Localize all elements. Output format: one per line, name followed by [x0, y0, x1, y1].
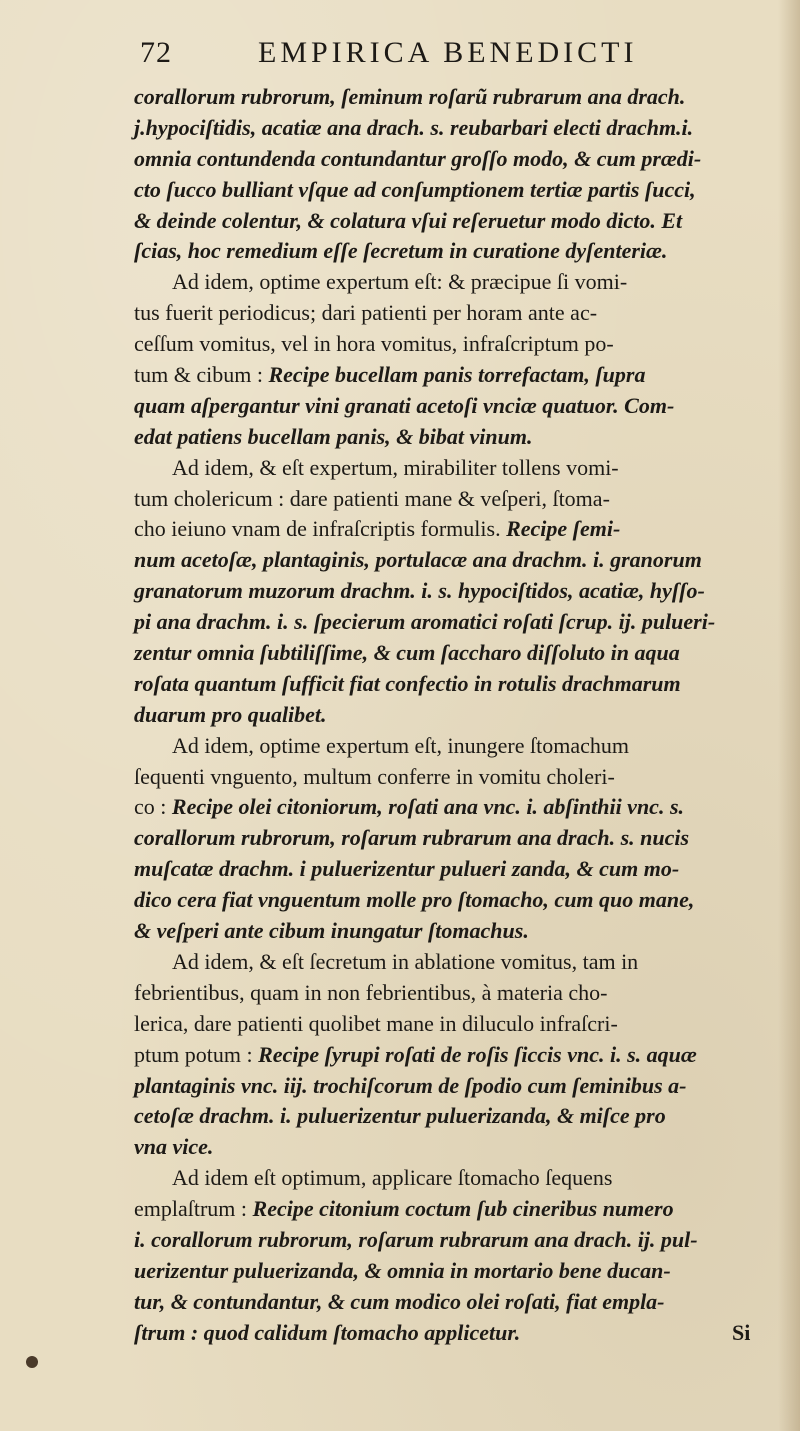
text-line: vna vice.: [134, 1134, 214, 1160]
text-line: Ad idem, & eſt expertum, mirabiliter tollens vomi-: [172, 454, 619, 480]
text-line: & deinde colentur, & colatura vſui reſeruetur modo dicto. Et: [134, 207, 683, 233]
text-line: zentur omnia ſubtiliſſime, & cum ſaccharo diſſoluto in aqua: [134, 640, 680, 666]
page-header: [138, 36, 698, 76]
text-line: dico cera fiat vnguentum molle pro ſtomacho, cum quo mane,: [134, 887, 695, 913]
text-line: j.hypociſtidis, acatiæ ana drach. s. reubarbari electi drachm.i.: [134, 114, 694, 140]
running-title: EMPIRICA BENEDICTI: [258, 36, 638, 69]
text-line: granatorum muzorum drachm. i. s. hypociſtidos, acatiæ, hyſſo-: [134, 578, 705, 604]
text-line: Ad idem, optime expertum eſt, inungere ſtomachum: [172, 732, 629, 758]
text-line: tum cholericum : dare patienti mane & veſperi, ſtoma-: [134, 485, 610, 511]
text-line: cetoſæ drachm. i. puluerizentur puluerizanda, & miſce pro: [134, 1103, 666, 1129]
page-edge-shadow: [778, 0, 800, 1431]
text-line: muſcatæ drachm. i puluerizentur pulueri zanda, & cum mo-: [134, 856, 680, 882]
text-line: tum & cibum : Recipe bucellam panis torrefactam, ſupra: [134, 362, 646, 388]
text-line: ptum potum : Recipe ſyrupi roſati de roſis ſiccis vnc. i. s. aquæ: [134, 1041, 697, 1067]
text-line: plantaginis vnc. iij. trochiſcorum de ſpodio cum ſeminibus a-: [134, 1072, 687, 1098]
text-line: Ad idem eſt optimum, applicare ſtomacho ſequens: [172, 1165, 613, 1191]
text-line: tur, & contundantur, & cum modico olei roſati, fiat empla-: [134, 1288, 665, 1314]
text-line: omnia contundenda contundantur groſſo modo, & cum prædi-: [134, 145, 702, 171]
text-line: febrientibus, quam in non febrientibus, à materia cho-: [134, 979, 608, 1005]
text-line: quam aſpergantur vini granati acetoſi vnciæ quatuor. Com-: [134, 392, 675, 418]
text-line: num acetoſæ, plantaginis, portulacæ ana drachm. i. granorum: [134, 547, 702, 573]
text-line: co : Recipe olei citoniorum, roſati ana vnc. i. abſinthii vnc. s.: [134, 794, 685, 820]
text-line: ſcias, hoc remedium eſſe ſecretum in curatione dyſenteriæ.: [134, 238, 668, 264]
text-line: edat patiens bucellam panis, & bibat vinum.: [134, 423, 533, 449]
text-line: ſtrum : quod calidum ſtomacho applicetur. Si: [134, 1318, 774, 1349]
page-number: 72: [140, 36, 172, 69]
text-line: & veſperi ante cibum inungatur ſtomachus.: [134, 918, 529, 944]
text-line: cto ſucco bulliant vſque ad conſumptionem tertiæ partis ſucci,: [134, 176, 696, 202]
text-line: ceſſum vomitus, vel in hora vomitus, infraſcriptum po-: [134, 331, 614, 357]
text-line: uerizentur puluerizanda, & omnia in mortario bene ducan-: [134, 1257, 671, 1283]
text-line: i. corallorum rubrorum, roſarum rubrarum ana drach. ij. pul-: [134, 1226, 698, 1252]
ink-stain: [26, 1356, 38, 1368]
text-line: lerica, dare patienti quolibet mane in diluculo infraſcri-: [134, 1010, 618, 1036]
text-line: tus fuerit periodicus; dari patienti per horam ante ac-: [134, 300, 598, 326]
text-line: roſata quantum ſufficit fiat confectio in rotulis drachmarum: [134, 670, 681, 696]
catchword: Si: [732, 1319, 751, 1345]
text-line: ſequenti vnguento, multum conferre in vomitu choleri-: [134, 763, 615, 789]
text-line: corallorum rubrorum, ſeminum roſarũ rubrarum ana drach.: [134, 84, 686, 109]
text-line: Ad idem, optime expertum eſt: & præcipue ſi vomi-: [172, 269, 628, 295]
text-line: corallorum rubrorum, roſarum rubrarum ana drach. s. nucis: [134, 825, 690, 851]
text-line: Ad idem, & eſt ſecretum in ablatione vomitus, tam in: [172, 948, 639, 974]
text-line: cho ieiuno vnam de infraſcriptis formulis. Recipe ſemi-: [134, 516, 621, 542]
text-line: pi ana drachm. i. s. ſpecierum aromatici roſati ſcrup. ij. pulueri-: [134, 609, 716, 635]
text-line: emplaſtrum : Recipe citonium coctum ſub cineribus numero: [134, 1196, 674, 1222]
body-text: [134, 82, 774, 1349]
text-line: duarum pro qualibet.: [134, 701, 327, 727]
